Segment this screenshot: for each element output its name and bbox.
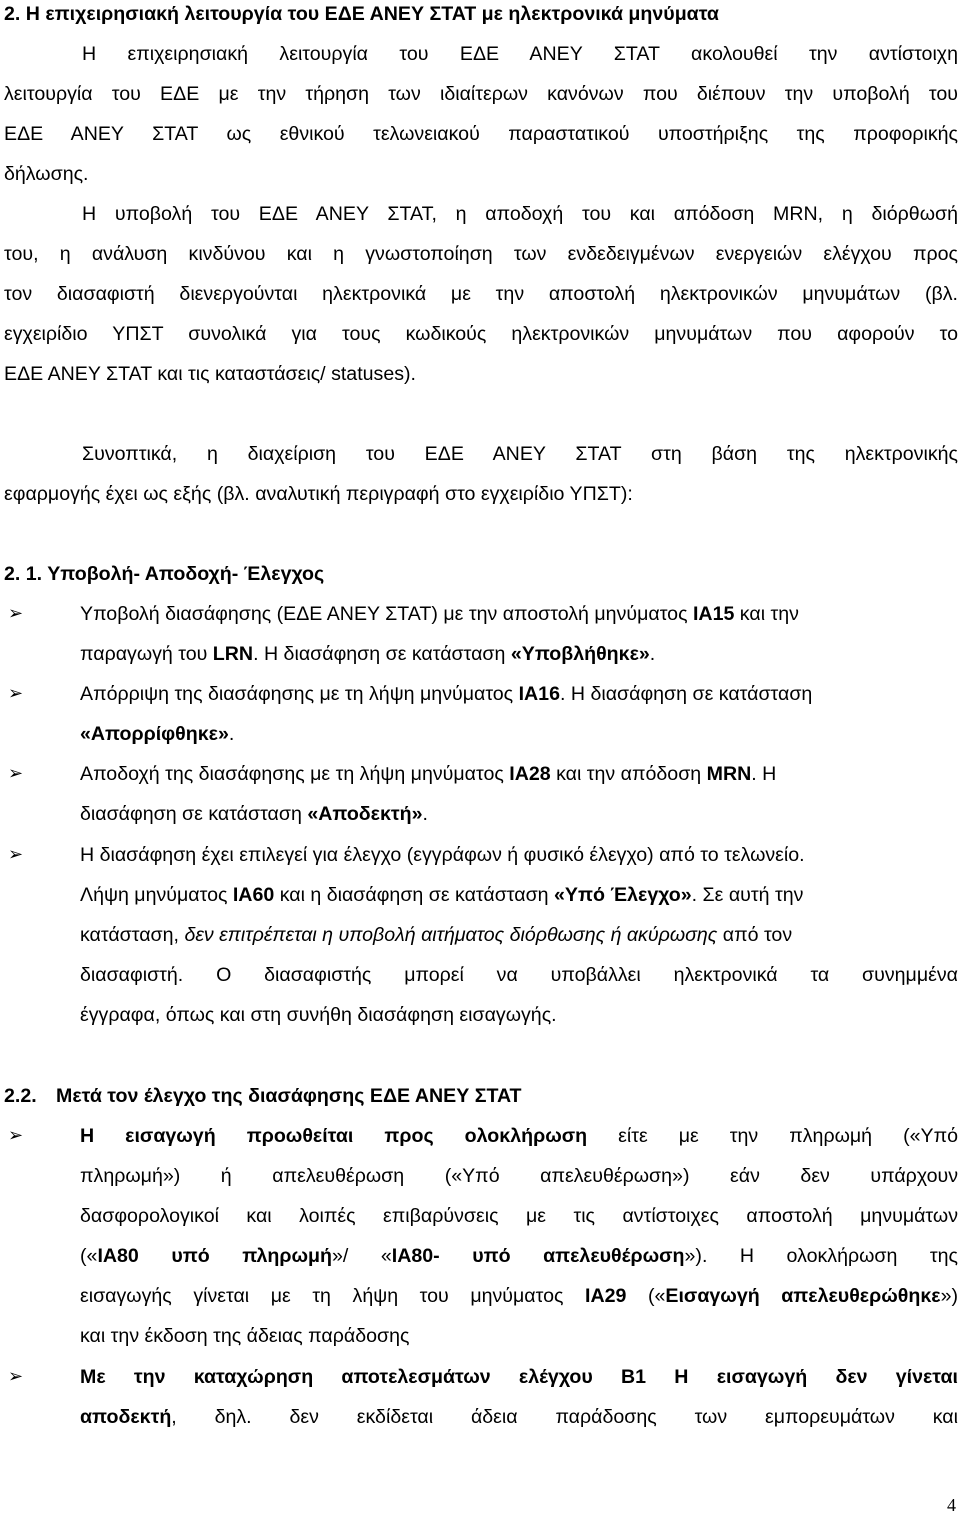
- paragraph-line: τον διασαφιστή διενεργούνται ηλεκτρονικά με την αποστολή ηλεκτρονικών μηνυμάτων (βλ.: [4, 283, 958, 305]
- arrow-bullet-icon: ➢: [8, 603, 24, 624]
- bullet-line: πληρωμή») ή απελευθέρωση («Υπό απελευθέρωση») εάν δεν υπάρχουν: [80, 1165, 958, 1187]
- bullet-line: έγγραφα, όπως και στη συνήθη διασάφηση εισαγωγής.: [80, 1004, 557, 1026]
- bullet-line: διασαφιστή. Ο διασαφιστής μπορεί να υποβάλλει ηλεκτρονικά τα συνημμένα: [80, 964, 958, 986]
- bullet-line: αποδεκτή, δηλ. δεν εκδίδεται άδεια παράδοσης των εμπορευμάτων και: [80, 1406, 958, 1428]
- arrow-bullet-icon: ➢: [8, 1125, 24, 1146]
- bullet-line: Η διασάφηση έχει επιλεγεί για έλεγχο (εγγράφων ή φυσικό έλεγχο) από το τελωνείο.: [80, 844, 805, 866]
- subsection-title: 2. 1. Υποβολή- Αποδοχή- Έλεγχος: [4, 563, 325, 585]
- paragraph-line: Συνοπτικά, η διαχείριση του ΕΔΕ ΑΝΕΥ ΣΤΑΤ στη βάση της ηλεκτρονικής: [82, 443, 958, 465]
- paragraph-line: ΕΔΕ ΑΝΕΥ ΣΤΑΤ ως εθνικού τελωνειακού παραστατικού υποστήριξης της προφορικής: [4, 123, 958, 145]
- paragraph-line: δήλωσης.: [4, 163, 89, 185]
- bullet-line: παραγωγή του LRN. Η διασάφηση σε κατάσταση «Υποβλήθηκε».: [80, 643, 656, 665]
- subsection-number: 2.2.: [4, 1085, 37, 1107]
- page-number: 4: [947, 1495, 956, 1515]
- bullet-line: («IA80 υπό πληρωμή»/ «IA80- υπό απελευθέρωση»). Η ολοκλήρωση της: [80, 1245, 958, 1267]
- paragraph-line: ΕΔΕ ΑΝΕΥ ΣΤΑΤ και τις καταστάσεις/ statuses).: [4, 363, 417, 385]
- bullet-line: Αποδοχή της διασάφησης με τη λήψη μηνύματος IA28 και την απόδοση MRN. Η: [80, 763, 777, 785]
- paragraph-line: Η υποβολή του ΕΔΕ ΑΝΕΥ ΣΤΑΤ, η αποδοχή του και απόδοση MRN, η διόρθωσή: [82, 203, 958, 225]
- subsection-title: Μετά τον έλεγχο της διασάφησης ΕΔΕ ΑΝΕΥ ΣΤΑΤ: [56, 1085, 522, 1107]
- bullet-line: και την έκδοση της άδειας παράδοσης: [80, 1325, 410, 1347]
- bullet-line: «Απορρίφθηκε».: [80, 723, 235, 745]
- bullet-line: Λήψη μηνύματος IA60 και η διασάφηση σε κατάσταση «Υπό Έλεγχο». Σε αυτή την: [80, 884, 804, 906]
- bullet-line: Απόρριψη της διασάφησης με τη λήψη μηνύματος IA16. Η διασάφηση σε κατάσταση: [80, 683, 813, 705]
- bullet-line: Με την καταχώρηση αποτελεσμάτων ελέγχου Β1 Η εισαγωγή δεν γίνεται: [80, 1366, 958, 1388]
- paragraph-line: Η επιχειρησιακή λειτουργία του ΕΔΕ ΑΝΕΥ ΣΤΑΤ ακολουθεί την αντίστοιχη: [82, 43, 958, 65]
- section-title: 2. Η επιχειρησιακή λειτουργία του ΕΔΕ ΑΝΕΥ ΣΤΑΤ με ηλεκτρονικά μηνύματα: [4, 3, 719, 25]
- arrow-bullet-icon: ➢: [8, 683, 24, 704]
- bullet-line: δασφορολογικοί και λοιπές επιβαρύνσεις με τις αντίστοιχες αποστολή μηνυμάτων: [80, 1205, 958, 1227]
- paragraph-line: εφαρμογής έχει ως εξής (βλ. αναλυτική περιγραφή στο εγχειρίδιο ΥΠΣΤ):: [4, 483, 633, 505]
- bullet-line: Υποβολή διασάφησης (ΕΔΕ ΑΝΕΥ ΣΤΑΤ) με την αποστολή μηνύματος IA15 και την: [80, 603, 799, 625]
- paragraph-line: εγχειρίδιο ΥΠΣΤ συνολικά για τους κωδικούς ηλεκτρονικών μηνυμάτων που αφορούν το: [4, 323, 958, 345]
- bullet-line: διασάφηση σε κατάσταση «Αποδεκτή».: [80, 803, 428, 825]
- bullet-line: εισαγωγής γίνεται με τη λήψη του μηνύματος IA29 («Εισαγωγή απελευθερώθηκε»): [80, 1285, 958, 1307]
- paragraph-line: του, η ανάλυση κινδύνου και η γνωστοποίηση των ενδεδειγμένων ενεργειών ελέγχου προς: [4, 243, 958, 265]
- arrow-bullet-icon: ➢: [8, 763, 24, 784]
- bullet-line: κατάσταση, δεν επιτρέπεται η υποβολή αιτήματος διόρθωσης ή ακύρωσης από τον: [80, 924, 793, 946]
- arrow-bullet-icon: ➢: [8, 844, 24, 865]
- paragraph-line: λειτουργία του ΕΔΕ με την τήρηση των ιδιαίτερων κανόνων που διέπουν την υποβολή του: [4, 83, 958, 105]
- arrow-bullet-icon: ➢: [8, 1366, 24, 1387]
- bullet-line: Η εισαγωγή προωθείται προς ολοκλήρωση είτε με την πληρωμή («Υπό: [80, 1125, 958, 1147]
